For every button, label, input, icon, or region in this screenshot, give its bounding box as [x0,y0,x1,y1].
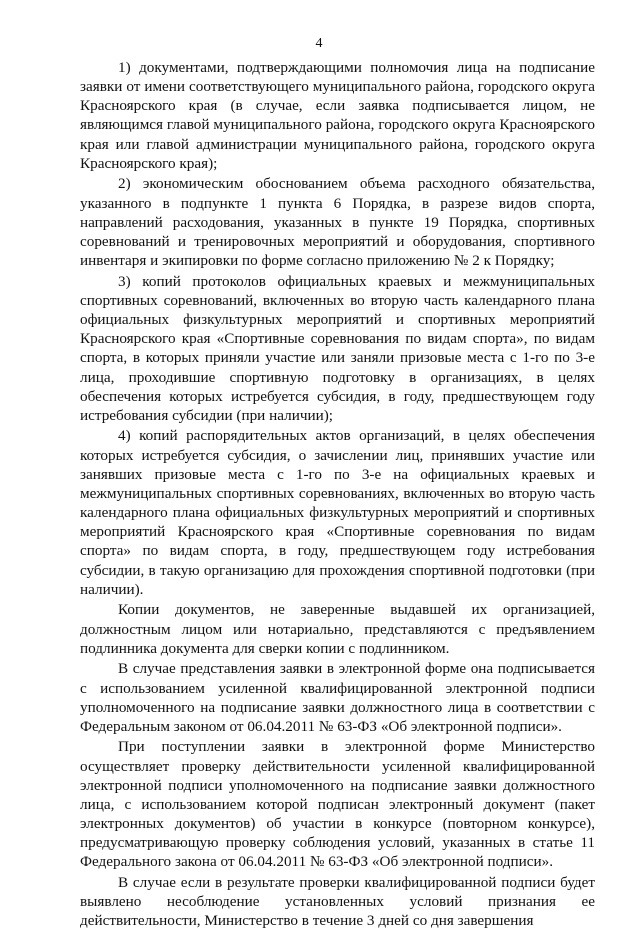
paragraph-item-1-authority-documents: 1) документами, подтверждающими полномочия лица на подписание заявки от имени соответствующего муниципального района, городского округа Красноярского края (в случае, если заявка подписывается лицом, не являющимся главой муниципального района, городского округа Красноярского края или главой администрации муниципального района, городского округа Красноярского края); [80,59,595,172]
document-body [80,58,595,932]
paragraph-item-3-competition-protocols: 3) копий протоколов официальных краевых и межмуниципальных спортивных соревнований, включенных во вторую часть календарного плана официальных физкультурных мероприятий и спортивных мероприятий Красноярского края «Спортивные соревнования по видам спорта», по видам спорта, в которых приняли участие или заняли призовые места с 1-го по 3-е лица, проходившие спортивную подготовку в организациях, в целях обеспечения которых истребуется субсидия, в году, предшествующем году истребования субсидии (при наличии); [80,272,595,424]
paragraph-item-2-economic-justification: 2) экономическим обоснованием объема расходного обязательства, указанного в подпункте 1 пункта 6 Порядка, в разрезе видов спорта, направлений расходования, указанных в пункте 19 Порядка, спортивных соревнований и тренировочных мероприятий и оборудования, спортивного инвентаря и экипировки по форме согласно приложению № 2 к Порядку; [80,175,595,270]
page-number: 4 [315,36,323,51]
paragraph-signature-verification: При поступлении заявки в электронной форме Министерство осуществляет проверку действительности усиленной квалифицированной электронной подписи уполномоченного на подписание заявки должностного лица, с использованием которой подписан электронный документ (пакет электронных документов) об участии в конкурсе (повторном конкурсе), предусматривающую проверку соблюдения условий, указанных в статье 11 Федерального закона от 06.04.2011 № 63-ФЗ «Об электронной подписи». [80,738,595,871]
paragraph-invalid-signature: В случае если в результате проверки квалифицированной подписи будет выявлено несоблюдение установленных условий признания ее действительности, Министерство в течение 3 дней со дня завершения [80,874,595,930]
paragraph-document-copies: Копии документов, не заверенные выдавшей их организацией, должностным лицом или нотариально, представляются с предъявлением подлинника документа для сверки копии с подлинником. [80,601,595,657]
paragraph-electronic-submission: В случае представления заявки в электронной форме она подписывается с использованием усиленной квалифицированной электронной подписи уполномоченного на подписание заявки должностного лица в соответствии с Федеральным законом от 06.04.2011 № 63-ФЗ «Об электронной подписи». [80,660,595,735]
paragraph-item-4-enrollment-acts: 4) копий распорядительных актов организаций, в целях обеспечения которых истребуется субсидия, о зачислении лиц, принявших участие или занявших призовые места с 1-го по 3-е на официальных краевых и межмуниципальных спортивных соревнованиях, включенных во вторую часть календарного плана официальных физкультурных мероприятий и спортивных мероприятий Красноярского края «Спортивные соревнования по видам спорта» по видам спорта, в году, предшествующем году истребования субсидии, в такую организацию для прохождения спортивной подготовки (при наличии). [80,427,595,598]
